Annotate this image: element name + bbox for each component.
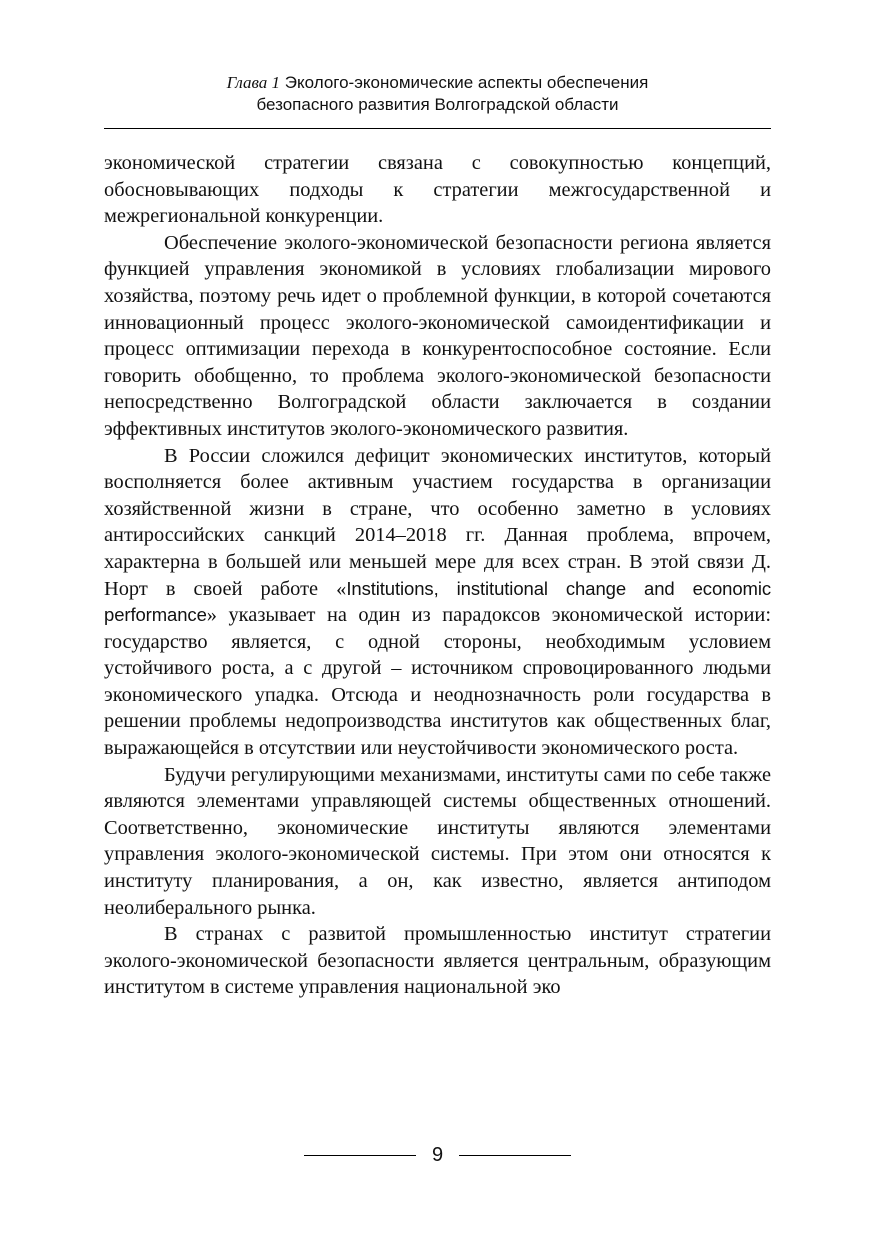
chapter-title-part-1: Эколого-экономические аспекты обеспечения	[284, 73, 649, 92]
chapter-title-part-2: безопасного развития Волгоградской области	[256, 95, 619, 114]
page-footer	[300, 1140, 575, 1170]
running-head	[104, 72, 771, 116]
paragraph-3-end: » указывает на один из парадоксов экономической истории: государство является, с одной стороны, необходимым условием устойчивого роста, а с другой – источником спровоцированного людьми экономического упадка. Отсюда и неоднозначность роли государства в решении проблемы недопроизводства институтов как общественных благ, выражающейся в отсутствии или неустойчивости экономического роста.	[104, 604, 771, 760]
paragraph-3-start: В России сложился дефицит экономических институтов, который восполняется более активным участием государства в организации хозяйственной жизни в стране, что особенно заметно в условиях антироссийских санкций 2014–2018 гг. Данная проблема, впрочем, характерна в большей или меньшей мере для всех стран. В этой связи Д. Норт в своей работе «	[104, 444, 771, 600]
footer-rule-right	[459, 1155, 571, 1156]
paragraph-2: Обеспечение эколого-экономической безопасности региона является функцией управления экономикой в условиях глобализации мирового хозяйства, поэтому речь идет о проблемной функции, в которой сочетаются инновационный процесс эколого-экономической самоидентификации и процесс оптимизации перехода в конкурентоспособное состояние. Если говорить обобщенно, то проблема эколого-экономической безопасности непосредственно Волгоградской области заключается в создании эффективных институтов эколого-экономического развития.	[104, 231, 771, 440]
paragraph-1: экономической стратегии связана с совокупностью концепций, обосновывающих подходы к стратегии межгосударственной и межрегиональной конкуренции.	[104, 152, 771, 228]
page-number: 9	[431, 1143, 444, 1166]
paragraph-4: Будучи регулирующими механизмами, институты сами по себе также являются элементами управляющей системы общественных отношений. Соответственно, экономические институты являются элементами управления эколого-экономической системы. При этом они относятся к институту планирования, а он, как известно, является антиподом неолиберального рынка.	[104, 763, 771, 919]
header-divider	[104, 128, 771, 129]
paragraph-3	[104, 443, 771, 762]
book-title-citation: Institutions, institutional change and economic performance	[104, 577, 771, 626]
footer-rule-left	[304, 1155, 416, 1156]
running-head-line-1	[104, 72, 771, 94]
paragraph-5: В странах с развитой промышленностью институт стратегии эколого-экономической безопасности является центральным, образующим институтом в системе управления национальной эко	[104, 923, 771, 999]
chapter-label: Глава 1	[226, 73, 281, 92]
body-text	[104, 150, 771, 1001]
